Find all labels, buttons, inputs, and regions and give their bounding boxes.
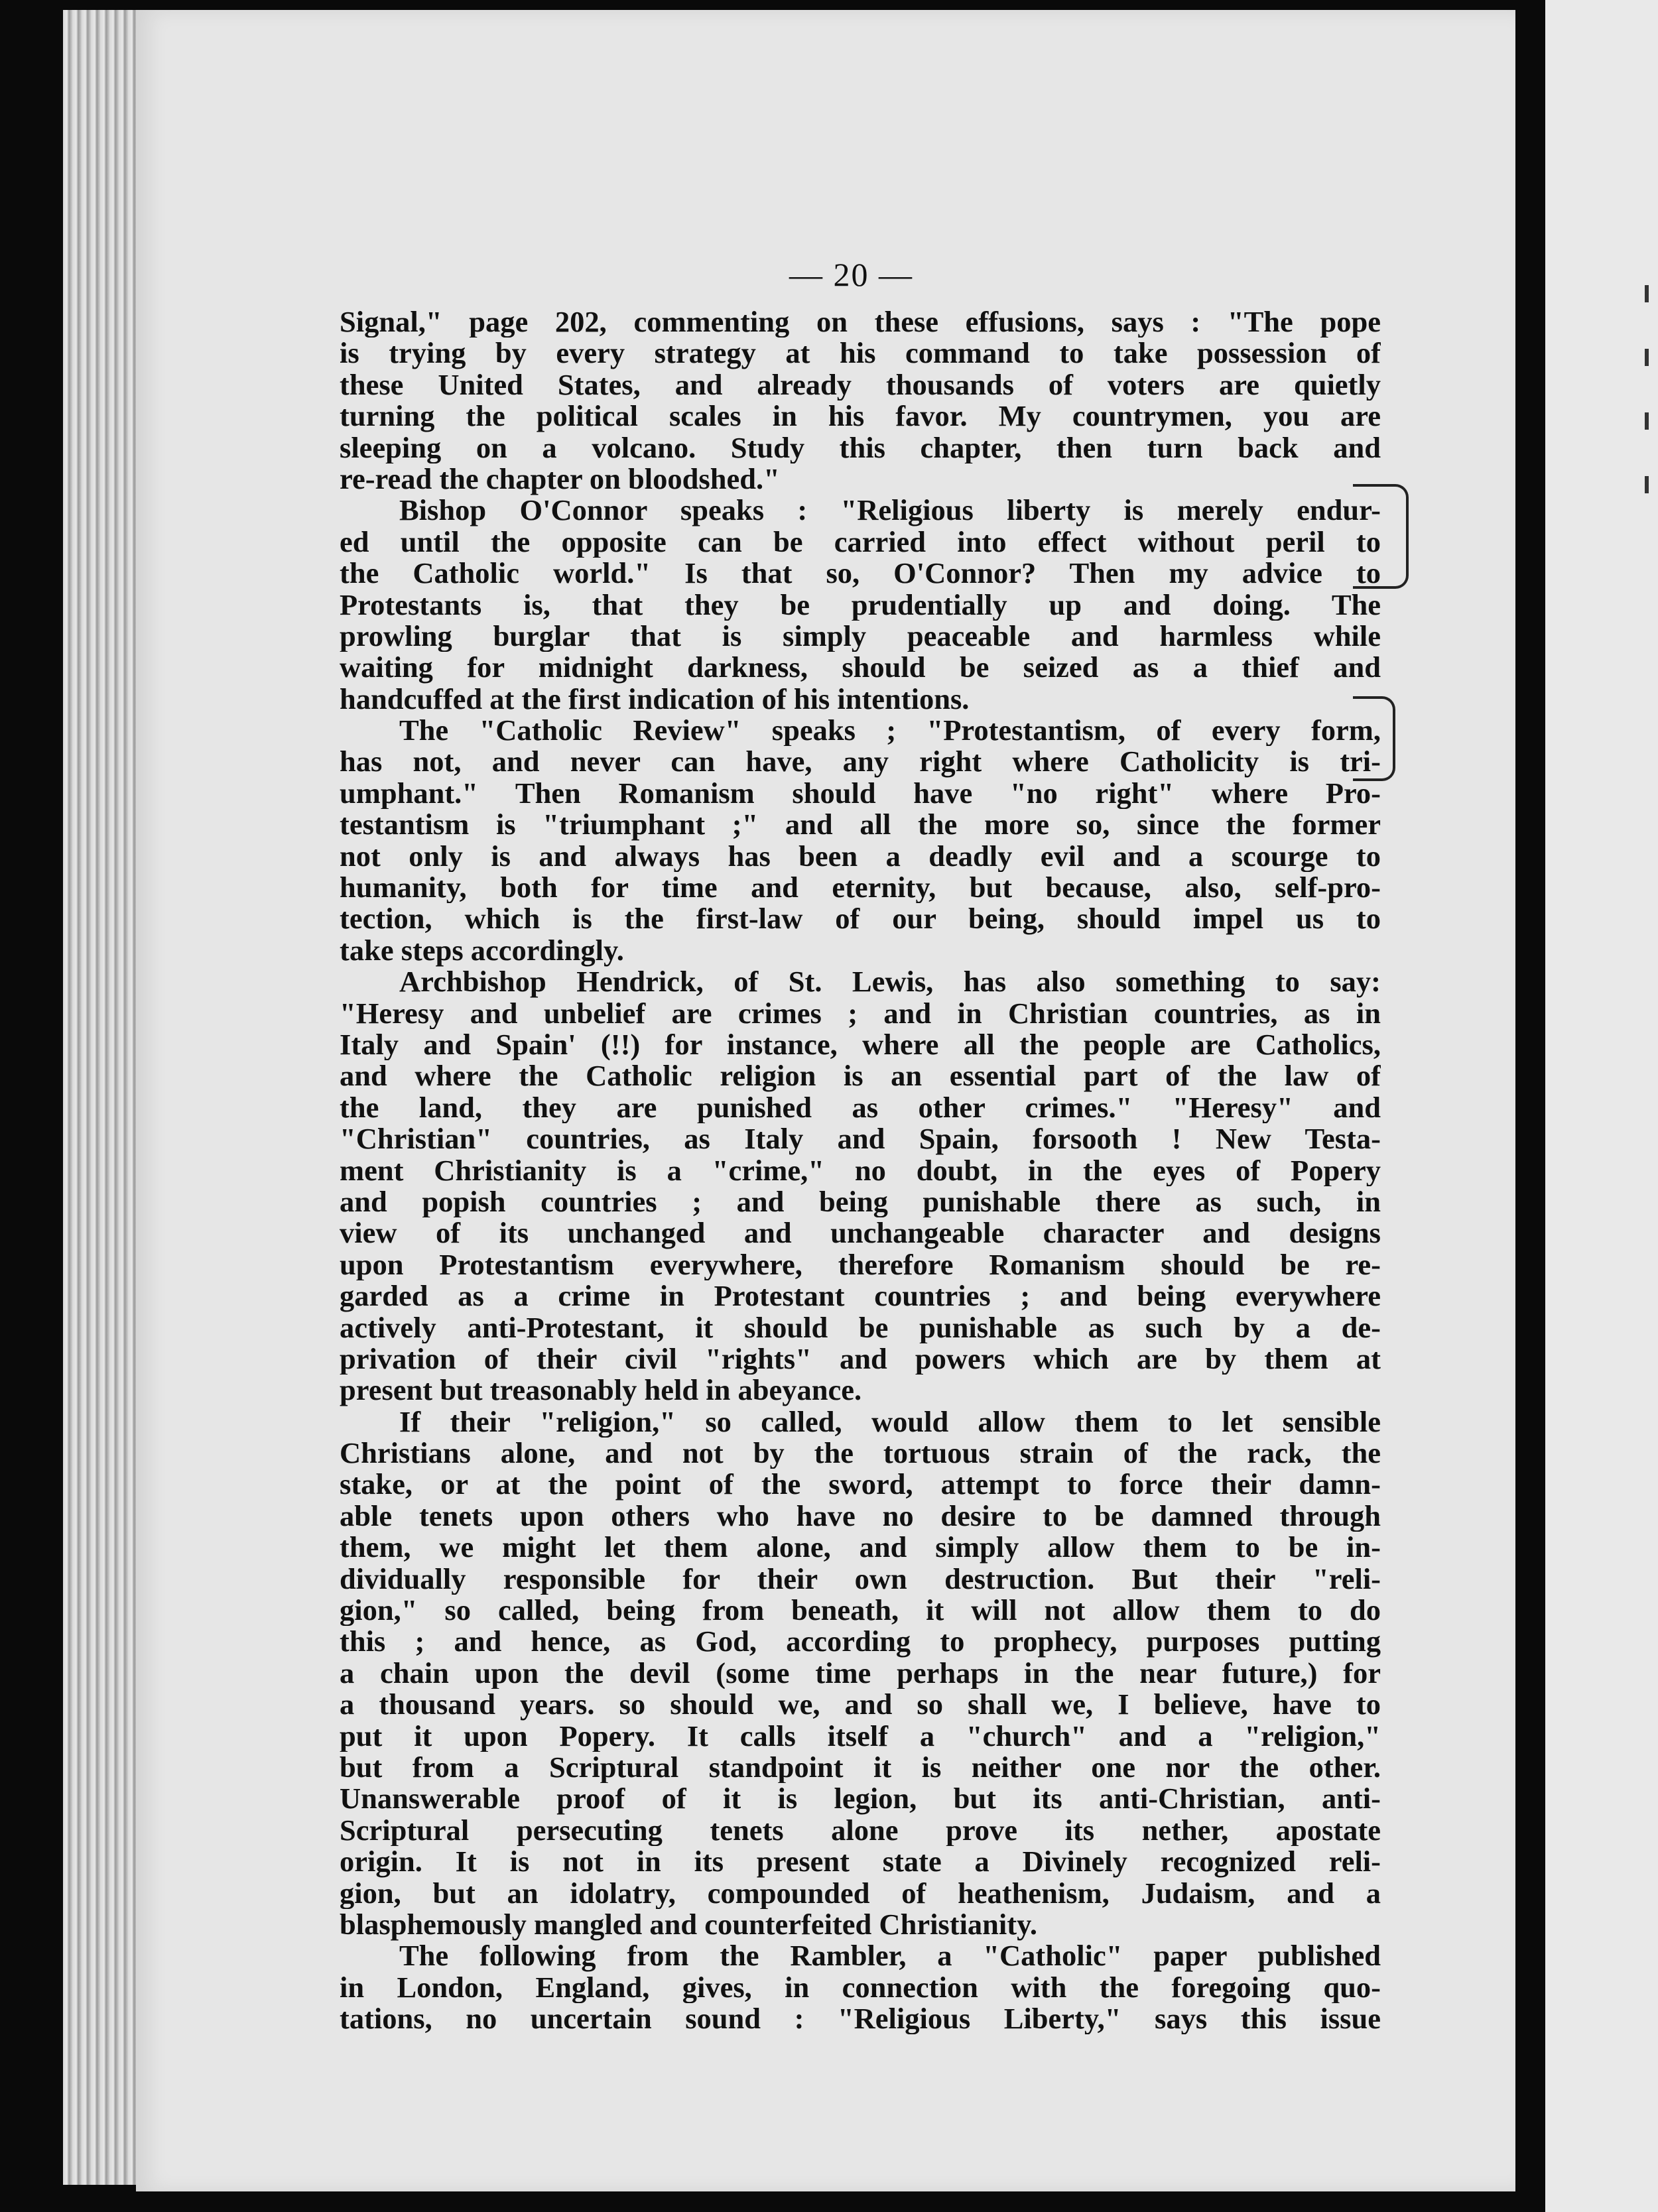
text-line: gion," so called, being from beneath, it will not allow them to do xyxy=(340,1595,1381,1627)
text-line: Italy and Spain' (!!) for instance, where all the people are Catholics, xyxy=(340,1028,1381,1061)
text-line: Protestants is, that they be prudentially up and doing. The xyxy=(340,589,1381,621)
text-line: umphant." Then Romanism should have "no right" where Pro- xyxy=(340,777,1381,810)
text-line: ment Christianity is a "crime," no doubt, in the eyes of Popery xyxy=(340,1154,1381,1186)
text-line: ed until the opposite can be carried into effect without peril to xyxy=(340,526,1381,558)
text-line: the land, they are punished as other crimes." "Heresy" and xyxy=(340,1091,1381,1124)
text-line: Signal," page 202, commenting on these effusions, says : "The pope xyxy=(340,306,1381,338)
text-line: in London, England, gives, in connection with the foregoing quo- xyxy=(340,1971,1381,2004)
text-line: handcuffed at the first indication of his intentions. xyxy=(340,682,970,715)
text-line: Scriptural persecuting tenets alone prove its nether, apostate xyxy=(340,1814,1381,1847)
text-line: able tenets upon others who have no desire to be damned through xyxy=(340,1500,1381,1532)
text-line: this ; and hence, as God, according to prophecy, purposes putting xyxy=(340,1626,1381,1658)
text-line: actively anti-Protestant, it should be punishable as such by a de- xyxy=(340,1312,1381,1343)
adjacent-page-text-fragments xyxy=(1645,285,1650,540)
text-line: dividually responsible for their own destruction. But their "reli- xyxy=(340,1563,1381,1595)
text-line: has not, and never can have, any right where Catholicity is tri- xyxy=(340,746,1381,778)
text-line: and where the Catholic religion is an essential part of the law of xyxy=(340,1060,1381,1092)
text-line: garded as a crime in Protestant countries ; and being everywhere xyxy=(340,1280,1381,1312)
text-line: If their "religion," so called, would allow them to let sensible xyxy=(399,1406,1381,1438)
text-line: turning the political scales in his favor. My countrymen, you are xyxy=(340,400,1381,432)
body-text xyxy=(340,306,1381,2034)
text-line: Archbishop Hendrick, of St. Lewis, has also something to say: xyxy=(399,966,1381,998)
adjacent-page xyxy=(1545,0,1658,2212)
text-line: is trying by every strategy at his command to take possession of xyxy=(340,338,1381,369)
margin-bracket-mark xyxy=(1353,696,1395,781)
text-line: but from a Scriptural standpoint it is neither one nor the other. xyxy=(340,1751,1381,1784)
text-line: a thousand years. so should we, and so shall we, I believe, have to xyxy=(340,1689,1381,1721)
text-line: sleeping on a volcano. Study this chapter, then turn back and xyxy=(340,432,1381,463)
text-line: take steps accordingly. xyxy=(340,933,624,967)
text-line: stake, or at the point of the sword, attempt to force their damn- xyxy=(340,1469,1381,1501)
text-line: the Catholic world." Is that so, O'Connor? Then my advice to xyxy=(340,558,1381,589)
page-number: — 20 — xyxy=(789,256,913,293)
text-line: not only is and always has been a deadly evil and a scourge to xyxy=(340,840,1381,873)
text-line: re-read the chapter on bloodshed." xyxy=(340,461,780,495)
text-line: The "Catholic Review" speaks ; "Protestantism, of every form, xyxy=(399,715,1381,747)
text-line: view of its unchanged and unchangeable character and designs xyxy=(340,1217,1381,1249)
text-line: waiting for midnight darkness, should be seized as a thief and xyxy=(340,652,1381,684)
text-line: humanity, both for time and eternity, but because, also, self-pro- xyxy=(340,872,1381,904)
text-line: privation of their civil "rights" and powers which are by them at xyxy=(340,1343,1381,1375)
text-line: "Heresy and unbelief are crimes ; and in Christian countries, as in xyxy=(340,997,1381,1029)
text-line: Bishop O'Connor speaks : "Religious liberty is merely endur- xyxy=(399,495,1381,526)
text-line: Christians alone, and not by the tortuous strain of the rack, the xyxy=(340,1438,1381,1469)
text-line: and popish countries ; and being punishable there as such, in xyxy=(340,1186,1381,1218)
text-line: gion, but an idolatry, compounded of heathenism, Judaism, and a xyxy=(340,1877,1381,1909)
text-line: upon Protestantism everywhere, therefore Romanism should be re- xyxy=(340,1249,1381,1281)
text-line: a chain upon the devil (some time perhaps in the near future,) for xyxy=(340,1657,1381,1690)
text-line: Unanswerable proof of it is legion, but its anti-Christian, anti- xyxy=(340,1783,1381,1815)
text-line: "Christian" countries, as Italy and Spain, forsooth ! New Testa- xyxy=(340,1123,1381,1155)
text-line: tection, which is the first-law of our being, should impel us to xyxy=(340,903,1381,935)
text-line: put it upon Popery. It calls itself a "church" and a "religion," xyxy=(340,1720,1381,1752)
text-line: blasphemously mangled and counterfeited Christianity. xyxy=(340,1907,1038,1941)
text-line: them, we might let them alone, and simply allow them to be in- xyxy=(340,1532,1381,1564)
text-line: The following from the Rambler, a "Catholic" paper published xyxy=(399,1940,1381,1972)
margin-bracket-mark xyxy=(1353,484,1409,589)
text-line: prowling burglar that is simply peaceable and harmless while xyxy=(340,620,1381,652)
text-line: tations, no uncertain sound : "Religious Liberty," says this issue xyxy=(340,2003,1381,2035)
text-line: present but treasonably held in abeyance. xyxy=(340,1373,862,1407)
text-line: testantism is "triumphant ;" and all the more so, since the former xyxy=(340,809,1381,841)
text-line: these United States, and already thousands of voters are quietly xyxy=(340,369,1381,401)
text-line: origin. It is not in its present state a Divinely recognized reli- xyxy=(340,1846,1381,1878)
